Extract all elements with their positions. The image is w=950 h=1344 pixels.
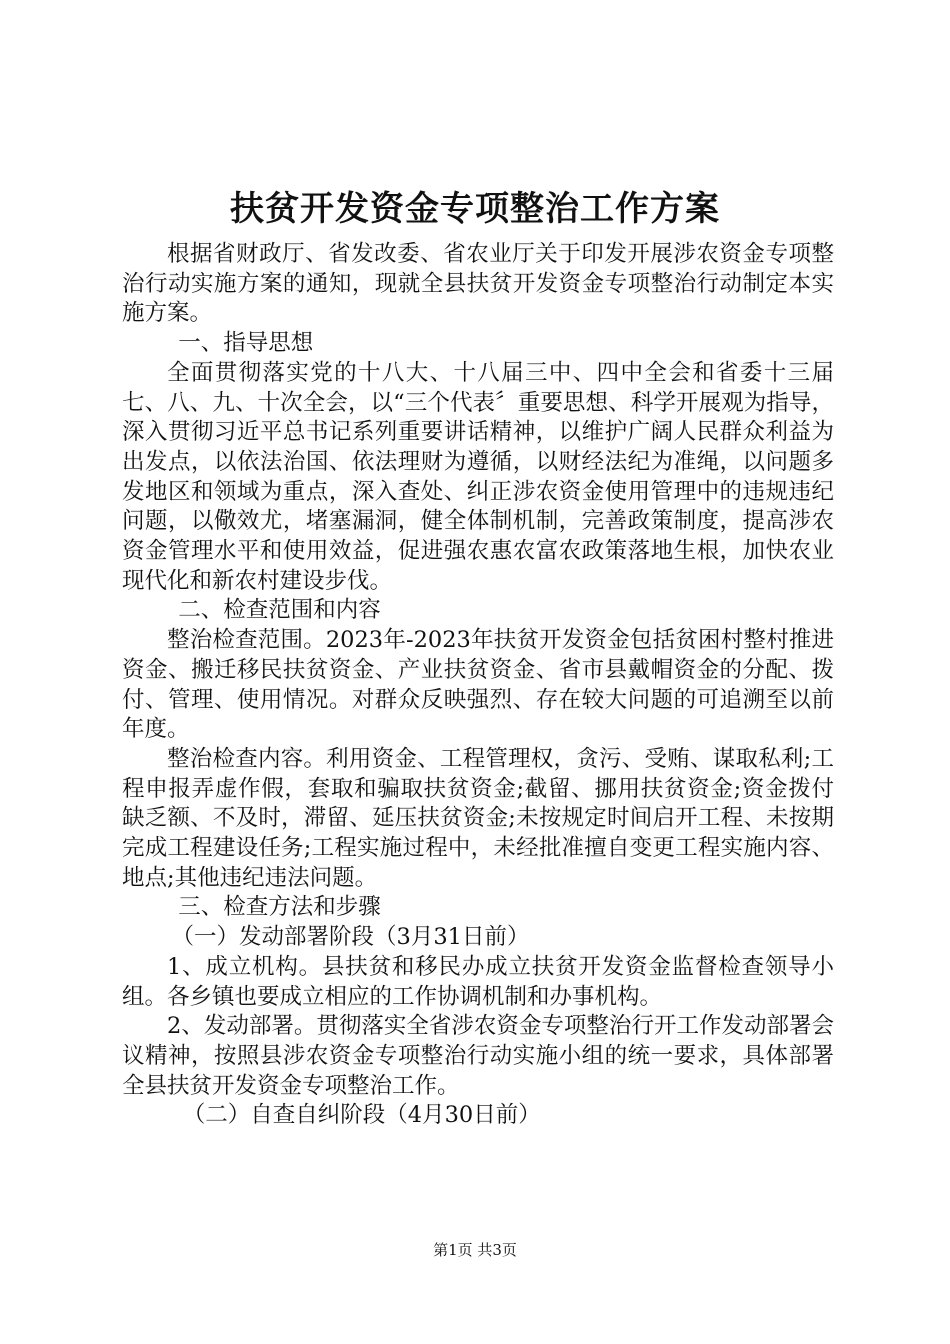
document-title: 扶贫开发资金专项整治工作方案 — [230, 189, 720, 229]
intro-paragraph: 根据省财政厅、省发改委、省农业厅关于印发开展涉农资金专项整治行动实施方案的通知，现就全县扶贫开发资金专项整治行动制定本实施方案。 — [122, 241, 834, 327]
document-body — [122, 240, 834, 1131]
subsection-heading-deployment: （一）发动部署阶段（3月31日前） — [171, 924, 530, 951]
section-heading-methods: 三、检查方法和步骤 — [178, 894, 381, 921]
step-paragraph-establish: 1、成立机构。县扶贫和移民办成立扶贫开发资金监督检查领导小组。各乡镇也要成立相应的工作协调机制和办事机构。 — [122, 953, 834, 1010]
subsection-heading-self-check: （二）自查自纠阶段（4月30日前） — [182, 1102, 541, 1129]
content-paragraph: 整治检查内容。利用资金、工程管理权，贪污、受贿、谋取私利;工程申报弄虚作假，套取和骗取扶贫资金;截留、挪用扶贫资金;资金拨付缺乏额、不及时，滞留、延压扶贫资金;未按规定时间启开工程、未按期完成工程建设任务;工程实施过程中，未经批准擅自变更工程实施内容、地点;其他违纪违法问题。 — [122, 745, 834, 891]
section-heading-scope: 二、检查范围和内容 — [178, 597, 381, 624]
step-paragraph-deploy: 2、发动部署。贯彻落实全省涉农资金专项整治行开工作发动部署会议精神，按照县涉农资金专项整治行动实施小组的统一要求，具体部署全县扶贫开发资金专项整治工作。 — [122, 1013, 834, 1099]
page-footer: 第1页 共3页 — [433, 1241, 517, 1259]
guiding-ideology-paragraph: 全面贯彻落实党的十八大、十八届三中、四中全会和省委十三届七、八、九、十次全会，以“三个代表〞重要思想、科学开展观为指导，深入贯彻习近平总书记系列重要讲话精神，以维护广阔人民群众利益为出发点，以依法治国、依法理财为遵循，以财经法纪为准绳，以问题多发地区和领域为重点，深入查处、纠正涉农资金使用管理中的违规违纪问题，以儆效尤，堵塞漏洞，健全体制机制，完善政策制度，提高涉农资金管理水平和使用效益，促进强农惠农富农政策落地生根，加快农业现代化和新农村建设步伐。 — [122, 359, 834, 594]
section-heading-guiding-ideology: 一、指导思想 — [178, 330, 314, 357]
scope-paragraph: 整治检查范围。2023年-2023年扶贫开发资金包括贫困村整村推进资金、搬迁移民扶贫资金、产业扶贫资金、省市县戴帽资金的分配、拨付、管理、使用情况。对群众反映强烈、存在较大问题的可追溯至以前年度。 — [122, 627, 834, 743]
